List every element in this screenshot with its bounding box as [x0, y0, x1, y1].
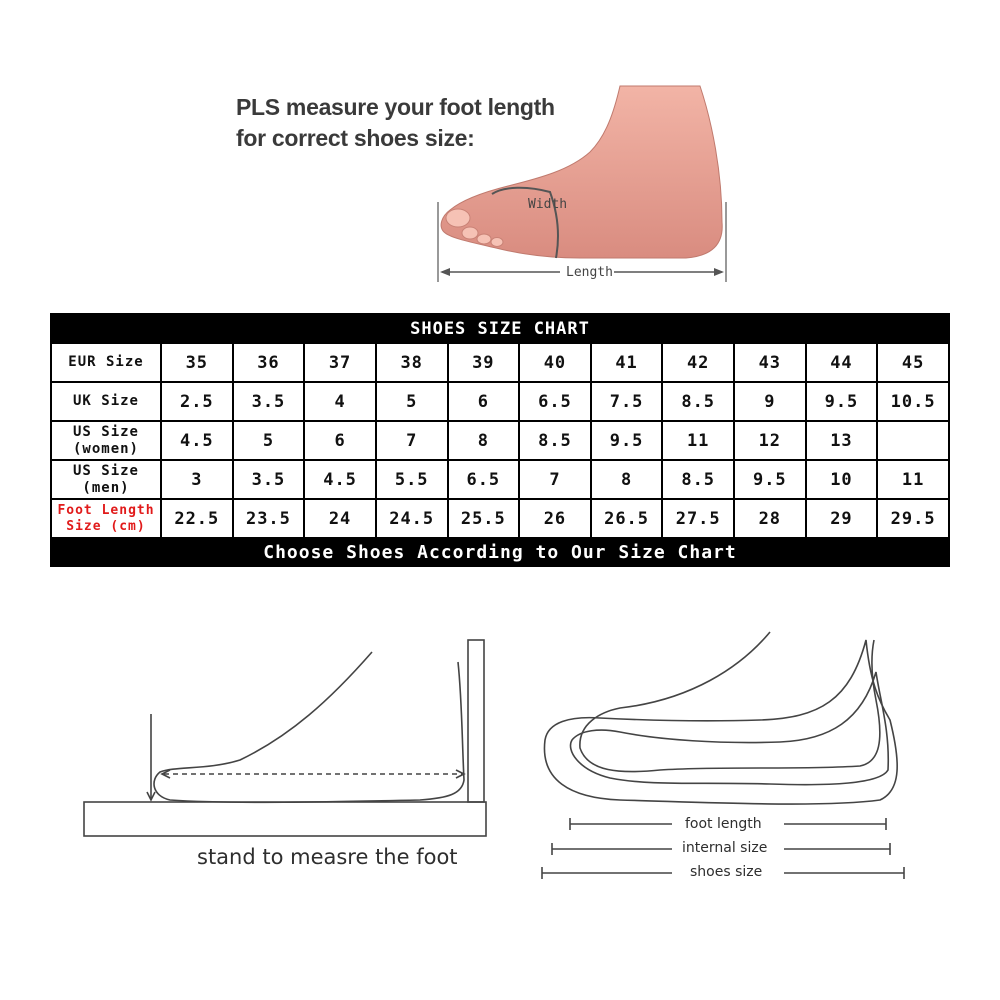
internal-size-label: internal size — [682, 840, 768, 856]
row-header — [51, 421, 161, 460]
table-cell: 41 — [591, 343, 663, 382]
table-cell: 29.5 — [877, 499, 949, 538]
table-cell: 24.5 — [376, 499, 448, 538]
row-header-line2: (men) — [82, 479, 130, 496]
row-header-line1: US Size — [72, 462, 139, 479]
table-cell: 8 — [591, 460, 663, 499]
table-cell: 9 — [734, 382, 806, 421]
table-cell: 42 — [662, 343, 734, 382]
foot-outline — [154, 652, 464, 802]
wall-board — [468, 640, 484, 802]
instruction-line-1: PLS measure your foot length — [236, 94, 555, 120]
table-cell: 6.5 — [519, 382, 591, 421]
table-cell: 11 — [662, 421, 734, 460]
table-footer-row — [51, 538, 949, 566]
table-cell: 8 — [448, 421, 520, 460]
table-cell: 5.5 — [376, 460, 448, 499]
table-cell: 26 — [519, 499, 591, 538]
table-cell: 10 — [806, 460, 878, 499]
width-label: Width — [528, 197, 568, 212]
table-cell: 11 — [877, 460, 949, 499]
table-cell: 9.5 — [591, 421, 663, 460]
row-header-line1: US Size — [72, 423, 139, 440]
stand-caption: stand to measre the foot — [197, 845, 458, 869]
row-header — [51, 499, 161, 538]
table-cell: 36 — [233, 343, 305, 382]
table-row-uk — [51, 382, 949, 421]
table-cell: 26.5 — [591, 499, 663, 538]
size-chart-title: SHOES SIZE CHART — [51, 314, 949, 343]
table-cell: 8.5 — [519, 421, 591, 460]
row-header-line2: Size (cm) — [66, 518, 146, 534]
table-cell: 2.5 — [161, 382, 233, 421]
table-cell: 12 — [734, 421, 806, 460]
table-cell: 45 — [877, 343, 949, 382]
table-cell: 13 — [806, 421, 878, 460]
foot-shape — [441, 86, 722, 258]
table-cell: 23.5 — [233, 499, 305, 538]
table-cell: 24 — [304, 499, 376, 538]
table-cell: 8.5 — [662, 382, 734, 421]
table-cell: 40 — [519, 343, 591, 382]
floor-board — [84, 802, 486, 836]
table-cell: 5 — [376, 382, 448, 421]
table-row-us-women — [51, 421, 949, 460]
table-cell: 3 — [161, 460, 233, 499]
size-chart-footer: Choose Shoes According to Our Size Chart — [51, 538, 949, 566]
table-cell: 39 — [448, 343, 520, 382]
table-row-eur — [51, 343, 949, 382]
row-header-line1: UK Size — [72, 393, 139, 409]
instruction-line-2: for correct shoes size: — [236, 125, 475, 151]
table-cell: 7.5 — [591, 382, 663, 421]
row-header — [51, 343, 161, 382]
table-cell: 9.5 — [806, 382, 878, 421]
table-cell: 3.5 — [233, 382, 305, 421]
table-cell: 5 — [233, 421, 305, 460]
table-cell: 7 — [376, 421, 448, 460]
table-cell: 3.5 — [233, 460, 305, 499]
table-row-foot-length — [51, 499, 949, 538]
table-cell: 9.5 — [734, 460, 806, 499]
table-cell: 6 — [448, 382, 520, 421]
measurement-diagrams — [0, 600, 1000, 900]
row-header-line2: (women) — [72, 440, 139, 457]
shoes-size-label: shoes size — [690, 864, 763, 880]
table-cell: 27.5 — [662, 499, 734, 538]
table-cell: 37 — [304, 343, 376, 382]
table-cell: 29 — [806, 499, 878, 538]
table-cell: 4.5 — [161, 421, 233, 460]
table-cell: 4.5 — [304, 460, 376, 499]
row-header — [51, 382, 161, 421]
row-header-line1: Foot Length — [57, 502, 155, 518]
table-cell — [877, 421, 949, 460]
table-cell: 22.5 — [161, 499, 233, 538]
table-cell: 38 — [376, 343, 448, 382]
foot-in-shoe — [580, 632, 880, 772]
table-cell: 10.5 — [877, 382, 949, 421]
length-label: Length — [566, 265, 613, 280]
table-cell: 4 — [304, 382, 376, 421]
row-header-line1: EUR Size — [68, 354, 144, 370]
standing-measure-diagram — [84, 640, 486, 836]
table-cell: 6 — [304, 421, 376, 460]
foot-measure-illustration — [400, 82, 740, 292]
table-cell: 44 — [806, 343, 878, 382]
table-row-us-men — [51, 460, 949, 499]
table-cell: 6.5 — [448, 460, 520, 499]
table-cell: 25.5 — [448, 499, 520, 538]
table-cell: 8.5 — [662, 460, 734, 499]
foot-length-label: foot length — [685, 816, 762, 832]
size-chart-table — [50, 313, 950, 567]
table-cell: 35 — [161, 343, 233, 382]
row-header — [51, 460, 161, 499]
table-cell: 43 — [734, 343, 806, 382]
table-cell: 7 — [519, 460, 591, 499]
table-cell: 28 — [734, 499, 806, 538]
